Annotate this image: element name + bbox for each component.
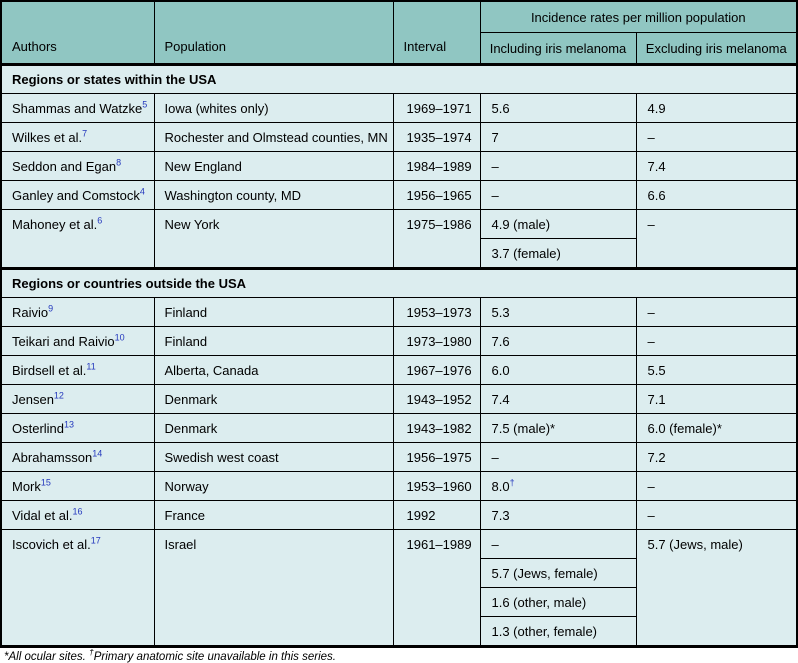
author-name: Wilkes et al. xyxy=(12,129,83,145)
including-cell: – xyxy=(480,443,636,472)
interval-cell: 1973–1980 xyxy=(393,327,480,356)
table-row xyxy=(1,443,797,472)
excluding-cell: – xyxy=(636,501,797,530)
dagger-footnote-marker: † xyxy=(89,647,94,658)
table-row xyxy=(1,327,797,356)
citation-ref[interactable]: 10 xyxy=(114,332,125,343)
population-cell: Finland xyxy=(154,298,393,327)
interval-cell: 1984–1989 xyxy=(393,152,480,181)
table-row xyxy=(1,94,797,123)
citation-ref[interactable]: 11 xyxy=(86,361,96,372)
excluding-cell: – xyxy=(636,472,797,501)
including-cell: – xyxy=(480,530,636,559)
including-cell xyxy=(480,472,636,501)
author-name: Osterlind xyxy=(12,420,65,436)
author-name: Jensen xyxy=(12,391,54,407)
author-cell xyxy=(1,443,154,472)
citation-ref[interactable]: 15 xyxy=(40,477,51,488)
excluding-cell: 4.9 xyxy=(636,94,797,123)
population-cell: Norway xyxy=(154,472,393,501)
population-cell: New England xyxy=(154,152,393,181)
citation-ref[interactable]: 13 xyxy=(64,419,75,430)
population-cell: Rochester and Olmstead counties, MN xyxy=(154,123,393,152)
author-name: Teikari and Raivio xyxy=(12,333,115,349)
excluding-cell: 5.7 (Jews, male) xyxy=(636,530,797,647)
interval-cell: 1975–1986 xyxy=(393,210,480,269)
table-row xyxy=(1,210,797,239)
citation-ref[interactable]: 5 xyxy=(142,99,148,110)
citation-ref[interactable]: 8 xyxy=(116,157,122,168)
author-cell xyxy=(1,152,154,181)
population-cell: Alberta, Canada xyxy=(154,356,393,385)
table-row xyxy=(1,414,797,443)
including-cell: 3.7 (female) xyxy=(480,239,636,269)
citation-ref[interactable]: 6 xyxy=(97,215,103,226)
author-cell xyxy=(1,530,154,647)
population-cell: Denmark xyxy=(154,385,393,414)
interval-column-header: Interval xyxy=(393,1,480,65)
table-header xyxy=(1,1,797,65)
citation-ref[interactable]: 12 xyxy=(53,390,64,401)
citation-ref[interactable]: 9 xyxy=(48,303,54,314)
authors-column-header: Authors xyxy=(1,1,154,65)
including-cell: – xyxy=(480,181,636,210)
population-column-header: Population xyxy=(154,1,393,65)
including-cell: 7.3 xyxy=(480,501,636,530)
including-iris-column-header: Including iris melanoma xyxy=(480,33,636,65)
including-value: 8.0 xyxy=(491,478,510,494)
including-cell: 4.9 (male) xyxy=(480,210,636,239)
interval-cell: 1953–1973 xyxy=(393,298,480,327)
section-header-usa xyxy=(1,65,797,94)
author-cell xyxy=(1,356,154,385)
author-name: Seddon and Egan xyxy=(12,158,117,174)
table-row xyxy=(1,298,797,327)
interval-cell: 1953–1960 xyxy=(393,472,480,501)
author-name: Vidal et al. xyxy=(12,507,73,523)
section-title: Regions or countries outside the USA xyxy=(1,269,797,298)
population-cell: Washington county, MD xyxy=(154,181,393,210)
footnote-dagger-note: Primary anatomic site unavailable in this series. xyxy=(93,651,336,663)
footnote-asterisk-note: *All ocular sites. xyxy=(4,651,90,663)
including-cell: 5.7 (Jews, female) xyxy=(480,559,636,588)
interval-cell: 1969–1971 xyxy=(393,94,480,123)
author-cell xyxy=(1,385,154,414)
population-cell: Finland xyxy=(154,327,393,356)
table-row xyxy=(1,356,797,385)
section-title: Regions or states within the USA xyxy=(1,65,797,94)
excluding-cell: 7.1 xyxy=(636,385,797,414)
section-header-outside-usa xyxy=(1,269,797,298)
including-cell: – xyxy=(480,152,636,181)
author-name: Shammas and Watzke xyxy=(12,100,143,116)
excluding-iris-column-header: Excluding iris melanoma xyxy=(636,33,797,65)
author-cell xyxy=(1,472,154,501)
population-cell: France xyxy=(154,501,393,530)
excluding-cell: 6.0 (female)* xyxy=(636,414,797,443)
incidence-rates-group-header: Incidence rates per million population xyxy=(480,1,797,33)
author-cell xyxy=(1,123,154,152)
excluding-cell: – xyxy=(636,210,797,269)
citation-ref[interactable]: 7 xyxy=(82,128,88,139)
population-cell: New York xyxy=(154,210,393,269)
interval-cell: 1935–1974 xyxy=(393,123,480,152)
including-cell: 5.6 xyxy=(480,94,636,123)
interval-cell: 1943–1952 xyxy=(393,385,480,414)
author-cell xyxy=(1,327,154,356)
author-name: Birdsell et al. xyxy=(12,362,87,378)
author-cell xyxy=(1,181,154,210)
citation-ref[interactable]: 17 xyxy=(90,535,101,546)
excluding-cell: 7.4 xyxy=(636,152,797,181)
excluding-cell: 6.6 xyxy=(636,181,797,210)
table-row xyxy=(1,385,797,414)
excluding-cell: – xyxy=(636,298,797,327)
including-cell: 7.6 xyxy=(480,327,636,356)
including-cell: 1.6 (other, male) xyxy=(480,588,636,617)
author-cell xyxy=(1,501,154,530)
author-cell xyxy=(1,94,154,123)
including-cell: 7.4 xyxy=(480,385,636,414)
excluding-cell: – xyxy=(636,123,797,152)
excluding-cell: – xyxy=(636,327,797,356)
table-row xyxy=(1,152,797,181)
including-cell: 7.5 (male)* xyxy=(480,414,636,443)
including-cell: 7 xyxy=(480,123,636,152)
table-row xyxy=(1,530,797,559)
author-name: Mork xyxy=(12,478,41,494)
author-name: Ganley and Comstock xyxy=(12,187,140,203)
interval-cell: 1956–1965 xyxy=(393,181,480,210)
population-cell: Denmark xyxy=(154,414,393,443)
author-cell xyxy=(1,210,154,269)
author-name: Mahoney et al. xyxy=(12,217,98,232)
including-cell: 1.3 (other, female) xyxy=(480,617,636,647)
citation-ref[interactable]: 14 xyxy=(92,448,103,459)
interval-cell: 1992 xyxy=(393,501,480,530)
citation-ref[interactable]: 4 xyxy=(139,186,145,197)
excluding-cell: 5.5 xyxy=(636,356,797,385)
interval-cell: 1961–1989 xyxy=(393,530,480,647)
table-row xyxy=(1,501,797,530)
including-cell: 5.3 xyxy=(480,298,636,327)
author-cell xyxy=(1,298,154,327)
interval-cell: 1956–1975 xyxy=(393,443,480,472)
table-row xyxy=(1,472,797,501)
author-cell xyxy=(1,414,154,443)
including-cell: 6.0 xyxy=(480,356,636,385)
table-row xyxy=(1,123,797,152)
population-cell: Swedish west coast xyxy=(154,443,393,472)
table-row xyxy=(1,181,797,210)
interval-cell: 1967–1976 xyxy=(393,356,480,385)
table-footnote xyxy=(0,648,798,663)
interval-cell: 1943–1982 xyxy=(393,414,480,443)
author-name: Iscovich et al. xyxy=(12,537,91,552)
population-cell: Iowa (whites only) xyxy=(154,94,393,123)
citation-ref[interactable]: 16 xyxy=(72,506,83,517)
excluding-cell: 7.2 xyxy=(636,443,797,472)
author-name: Abrahamsson xyxy=(12,449,93,465)
author-name: Raivio xyxy=(12,304,49,320)
population-cell: Israel xyxy=(154,530,393,647)
dagger-footnote-marker: † xyxy=(509,477,515,488)
